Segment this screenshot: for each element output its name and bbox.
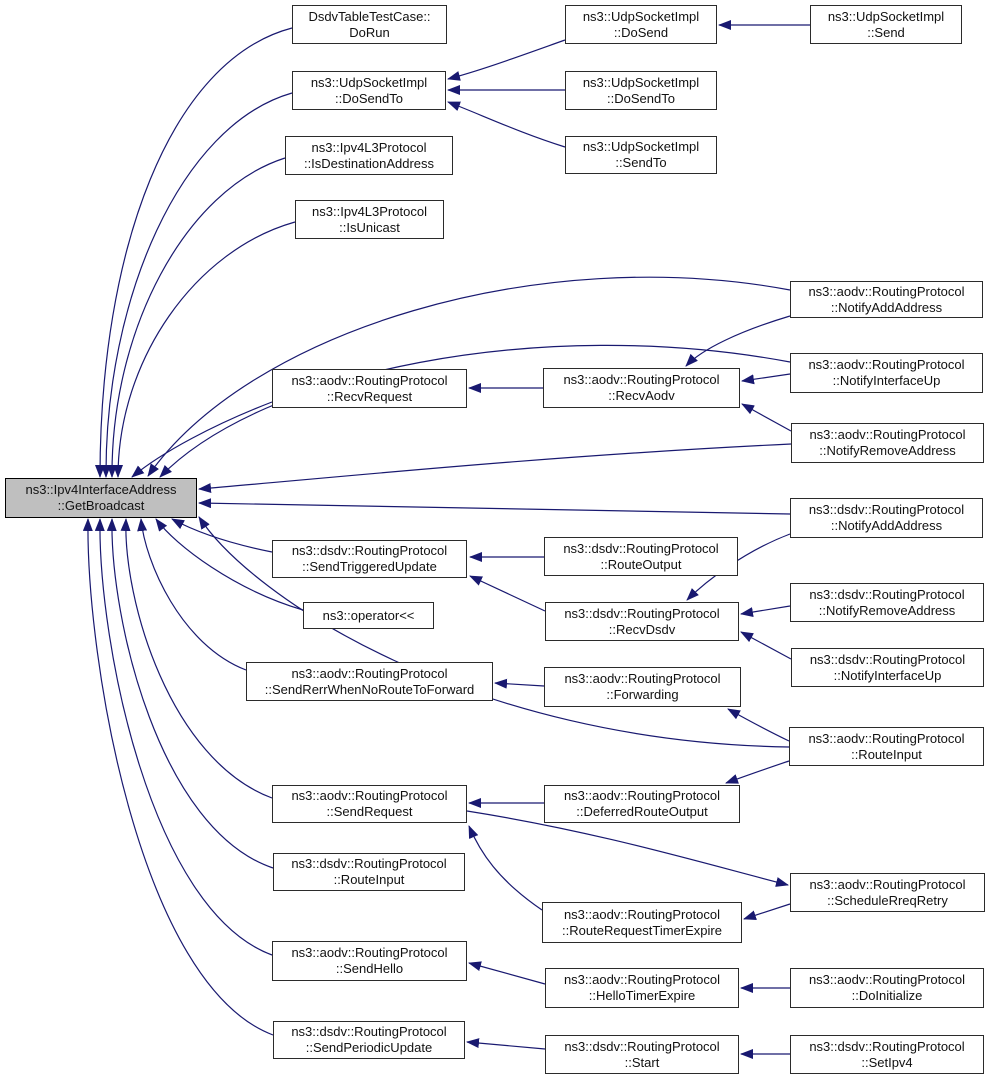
node-label: ns3::aodv::RoutingProtocol — [563, 788, 721, 803]
node-label: ::RouteInput — [851, 746, 922, 762]
node-label: ::Start — [624, 1054, 660, 1070]
node-label: ns3::aodv::RoutingProtocol — [563, 906, 721, 922]
node-label: ns3::dsdv::RoutingProtocol — [809, 651, 966, 667]
edge-aodv_sendhello-to-gb — [100, 519, 272, 955]
node-dsdv_start[interactable] — [545, 1035, 739, 1074]
node-label: ::RecvDsdv — [608, 621, 676, 637]
node-aodv_forwarding[interactable] — [544, 667, 741, 707]
node-label: ns3::aodv::RoutingProtocol — [808, 283, 965, 299]
node-label: ::SendTriggeredUpdate — [302, 559, 437, 574]
node-label: ns3::aodv::RoutingProtocol — [809, 427, 966, 442]
node-aodv_notifyremove[interactable] — [791, 423, 984, 463]
node-dsdv_sendperiodic[interactable] — [273, 1021, 465, 1059]
node-label: ns3::dsdv::RoutingProtocol — [564, 605, 720, 621]
node-label: ns3::operator<< — [322, 607, 415, 623]
node-aodv_notifyifup[interactable] — [790, 353, 983, 393]
node-udp_dosendto_l[interactable] — [292, 71, 446, 110]
edge-aodv_sendrequest-to-gb — [126, 519, 272, 798]
node-label: ::Forwarding — [606, 687, 679, 702]
node-ipv4_isunicast[interactable] — [295, 200, 444, 239]
node-label: ::IsUnicast — [339, 219, 400, 235]
node-label: ns3::dsdv::RoutingProtocol — [291, 543, 448, 558]
node-label: ns3::aodv::RoutingProtocol — [563, 372, 720, 387]
node-label: ns3::dsdv::RoutingProtocol — [291, 856, 447, 871]
node-aodv_sendrerr[interactable] — [246, 662, 493, 701]
edge-aodv_forwarding-to-aodv_sendrerr — [495, 683, 544, 686]
node-label: ns3::dsdv::RoutingProtocol — [291, 1024, 447, 1039]
edge-dsdv_sendtriggered-to-gb — [172, 519, 272, 552]
edge-udp_sendto-to-udp_dosendto_l — [448, 102, 565, 147]
node-dsdv_routeinput[interactable] — [273, 853, 465, 891]
node-udp_send[interactable] — [810, 5, 962, 44]
node-label: DoRun — [349, 24, 390, 40]
node-label: ::SendTo — [615, 155, 667, 170]
node-dsdv_routeoutput[interactable] — [544, 537, 738, 576]
node-label: ::RecvRequest — [326, 388, 413, 404]
edge-aodv_notifyremove-to-aodv_recvaodv — [742, 404, 791, 431]
edge-aodv_routeinput-to-aodv_deferred — [726, 761, 789, 783]
node-label: ::RouteRequestTimerExpire — [562, 922, 722, 938]
node-dsdv_sendtriggered[interactable] — [272, 540, 467, 578]
node-label: ::GetBroadcast — [57, 498, 145, 513]
node-label: ns3::UdpSocketImpl — [582, 8, 700, 24]
node-label: ns3::aodv::RoutingProtocol — [291, 945, 448, 960]
node-label: ::DoSendTo — [607, 90, 675, 106]
node-label: ns3::dsdv::RoutingProtocol — [809, 586, 965, 602]
node-udp_dosend[interactable] — [565, 5, 717, 44]
edge-aodv_routeinput-to-aodv_forwarding — [728, 709, 789, 741]
node-label: ns3::dsdv::RoutingProtocol — [563, 540, 719, 556]
edge-aodv_notifyifup-to-gb — [160, 345, 790, 477]
edge-dsdv_notifyifup-to-dsdv_recvdsdv — [741, 632, 791, 659]
node-label: ns3::aodv::RoutingProtocol — [291, 788, 448, 803]
node-label: ns3::dsdv::RoutingProtocol — [564, 1038, 720, 1054]
edge-aodv_notifyifup-to-aodv_recvaodv — [742, 374, 790, 381]
node-label: DsdvTableTestCase:: — [308, 8, 431, 24]
edge-ipv4_isdest-to-gb — [112, 158, 285, 477]
node-label: ::Send — [867, 24, 905, 40]
node-dorun[interactable] — [292, 5, 447, 44]
node-label: ns3::UdpSocketImpl — [827, 8, 945, 24]
edge-dsdv_recvdsdv-to-dsdv_sendtriggered — [470, 576, 545, 611]
edge-aodv_notifyremove-to-gb — [199, 444, 791, 489]
edge-aodv_notifyadd-to-aodv_recvaodv — [686, 316, 790, 366]
node-aodv_deferred[interactable] — [544, 785, 740, 823]
node-label: ::RouteOutput — [600, 556, 682, 572]
node-label: ::DoInitialize — [851, 988, 923, 1003]
node-aodv_sendrequest[interactable] — [272, 785, 467, 823]
node-aodv_routeinput[interactable] — [789, 727, 984, 766]
node-dsdv_setipv4[interactable] — [790, 1035, 984, 1074]
node-label: ::RecvAodv — [608, 388, 675, 403]
edge-dsdv_notifyadd-to-gb — [199, 503, 790, 514]
edge-udp_dosend-to-udp_dosendto_l — [448, 40, 565, 79]
node-aodv_hellotimer[interactable] — [545, 968, 739, 1008]
node-label: ns3::aodv::RoutingProtocol — [808, 357, 965, 372]
node-aodv_recvaodv[interactable] — [543, 368, 740, 408]
node-udp_sendto[interactable] — [565, 136, 717, 174]
node-label: ::SetIpv4 — [861, 1054, 913, 1070]
node-label: ns3::aodv::RoutingProtocol — [809, 876, 966, 892]
node-ipv4_isdest[interactable] — [285, 136, 453, 175]
node-aodv_recvrequest[interactable] — [272, 369, 467, 408]
edge-aodv_hellotimer-to-aodv_sendhello — [469, 963, 545, 984]
node-label: ns3::UdpSocketImpl — [310, 74, 428, 90]
node-label: ::NotifyInterfaceUp — [833, 667, 942, 683]
node-label: ns3::Ipv4InterfaceAddress — [25, 482, 177, 497]
node-dsdv_notifyremove[interactable] — [790, 583, 984, 622]
node-label: ::DeferredRouteOutput — [576, 804, 708, 819]
node-aodv_sendhello[interactable] — [272, 941, 467, 981]
edge-aodv_rreqtimer-to-aodv_sendrequest — [469, 826, 542, 910]
node-label: ::NotifyAddAddress — [830, 299, 943, 315]
edge-dsdv_start-to-dsdv_sendperiodic — [467, 1042, 545, 1049]
node-label: ns3::Ipv4L3Protocol — [311, 139, 427, 155]
node-op_stream[interactable] — [303, 602, 434, 629]
node-dsdv_notifyadd[interactable] — [790, 498, 983, 538]
edge-dsdv_sendperiodic-to-gb — [88, 519, 273, 1035]
node-aodv_notifyadd[interactable] — [790, 281, 983, 318]
node-label: ::ScheduleRreqRetry — [827, 892, 948, 908]
edge-udp_dosendto_l-to-gb — [106, 93, 292, 477]
node-aodv_doinit[interactable] — [790, 968, 984, 1008]
node-label: ns3::aodv::RoutingProtocol — [564, 671, 721, 686]
node-label: ::RouteInput — [333, 872, 405, 887]
node-gb[interactable] — [5, 478, 197, 518]
node-dsdv_recvdsdv[interactable] — [545, 602, 739, 641]
node-label: ::SendRequest — [326, 804, 413, 819]
node-label: ns3::aodv::RoutingProtocol — [291, 665, 448, 681]
node-label: ::SendHello — [335, 961, 404, 976]
node-label: ns3::UdpSocketImpl — [582, 139, 700, 154]
node-dsdv_notifyifup[interactable] — [791, 648, 984, 687]
node-label: ::SendRerrWhenNoRouteToForward — [264, 681, 475, 697]
node-label: ::SendPeriodicUpdate — [305, 1040, 433, 1055]
node-label: ::DoSend — [613, 24, 669, 40]
node-aodv_rreqtimer[interactable] — [542, 902, 742, 943]
edge-dsdv_notifyremove-to-dsdv_recvdsdv — [741, 606, 790, 614]
node-label: ns3::Ipv4L3Protocol — [312, 203, 427, 219]
node-label: ::IsDestinationAddress — [303, 155, 435, 171]
node-label: ns3::dsdv::RoutingProtocol — [809, 1038, 965, 1054]
node-aodv_schedulerreq[interactable] — [790, 873, 985, 912]
node-udp_dosendto_r[interactable] — [565, 71, 717, 110]
node-label: ns3::aodv::RoutingProtocol — [808, 730, 965, 746]
node-label: ns3::aodv::RoutingProtocol — [291, 372, 448, 388]
node-label: ::DoSendTo — [335, 90, 403, 106]
edge-aodv_schedulerreq-to-aodv_rreqtimer — [744, 904, 790, 919]
node-label: ns3::aodv::RoutingProtocol — [808, 972, 966, 987]
node-label: ::NotifyAddAddress — [830, 518, 943, 533]
edge-aodv_recvrequest-to-gb — [132, 402, 272, 477]
node-label: ::HelloTimerExpire — [588, 988, 696, 1003]
node-label: ::NotifyInterfaceUp — [832, 373, 941, 388]
node-label: ns3::UdpSocketImpl — [582, 74, 700, 90]
node-label: ns3::dsdv::RoutingProtocol — [808, 502, 965, 517]
node-label: ns3::aodv::RoutingProtocol — [563, 972, 721, 987]
node-label: ::NotifyRemoveAddress — [819, 443, 956, 458]
node-label: ::NotifyRemoveAddress — [818, 602, 956, 618]
